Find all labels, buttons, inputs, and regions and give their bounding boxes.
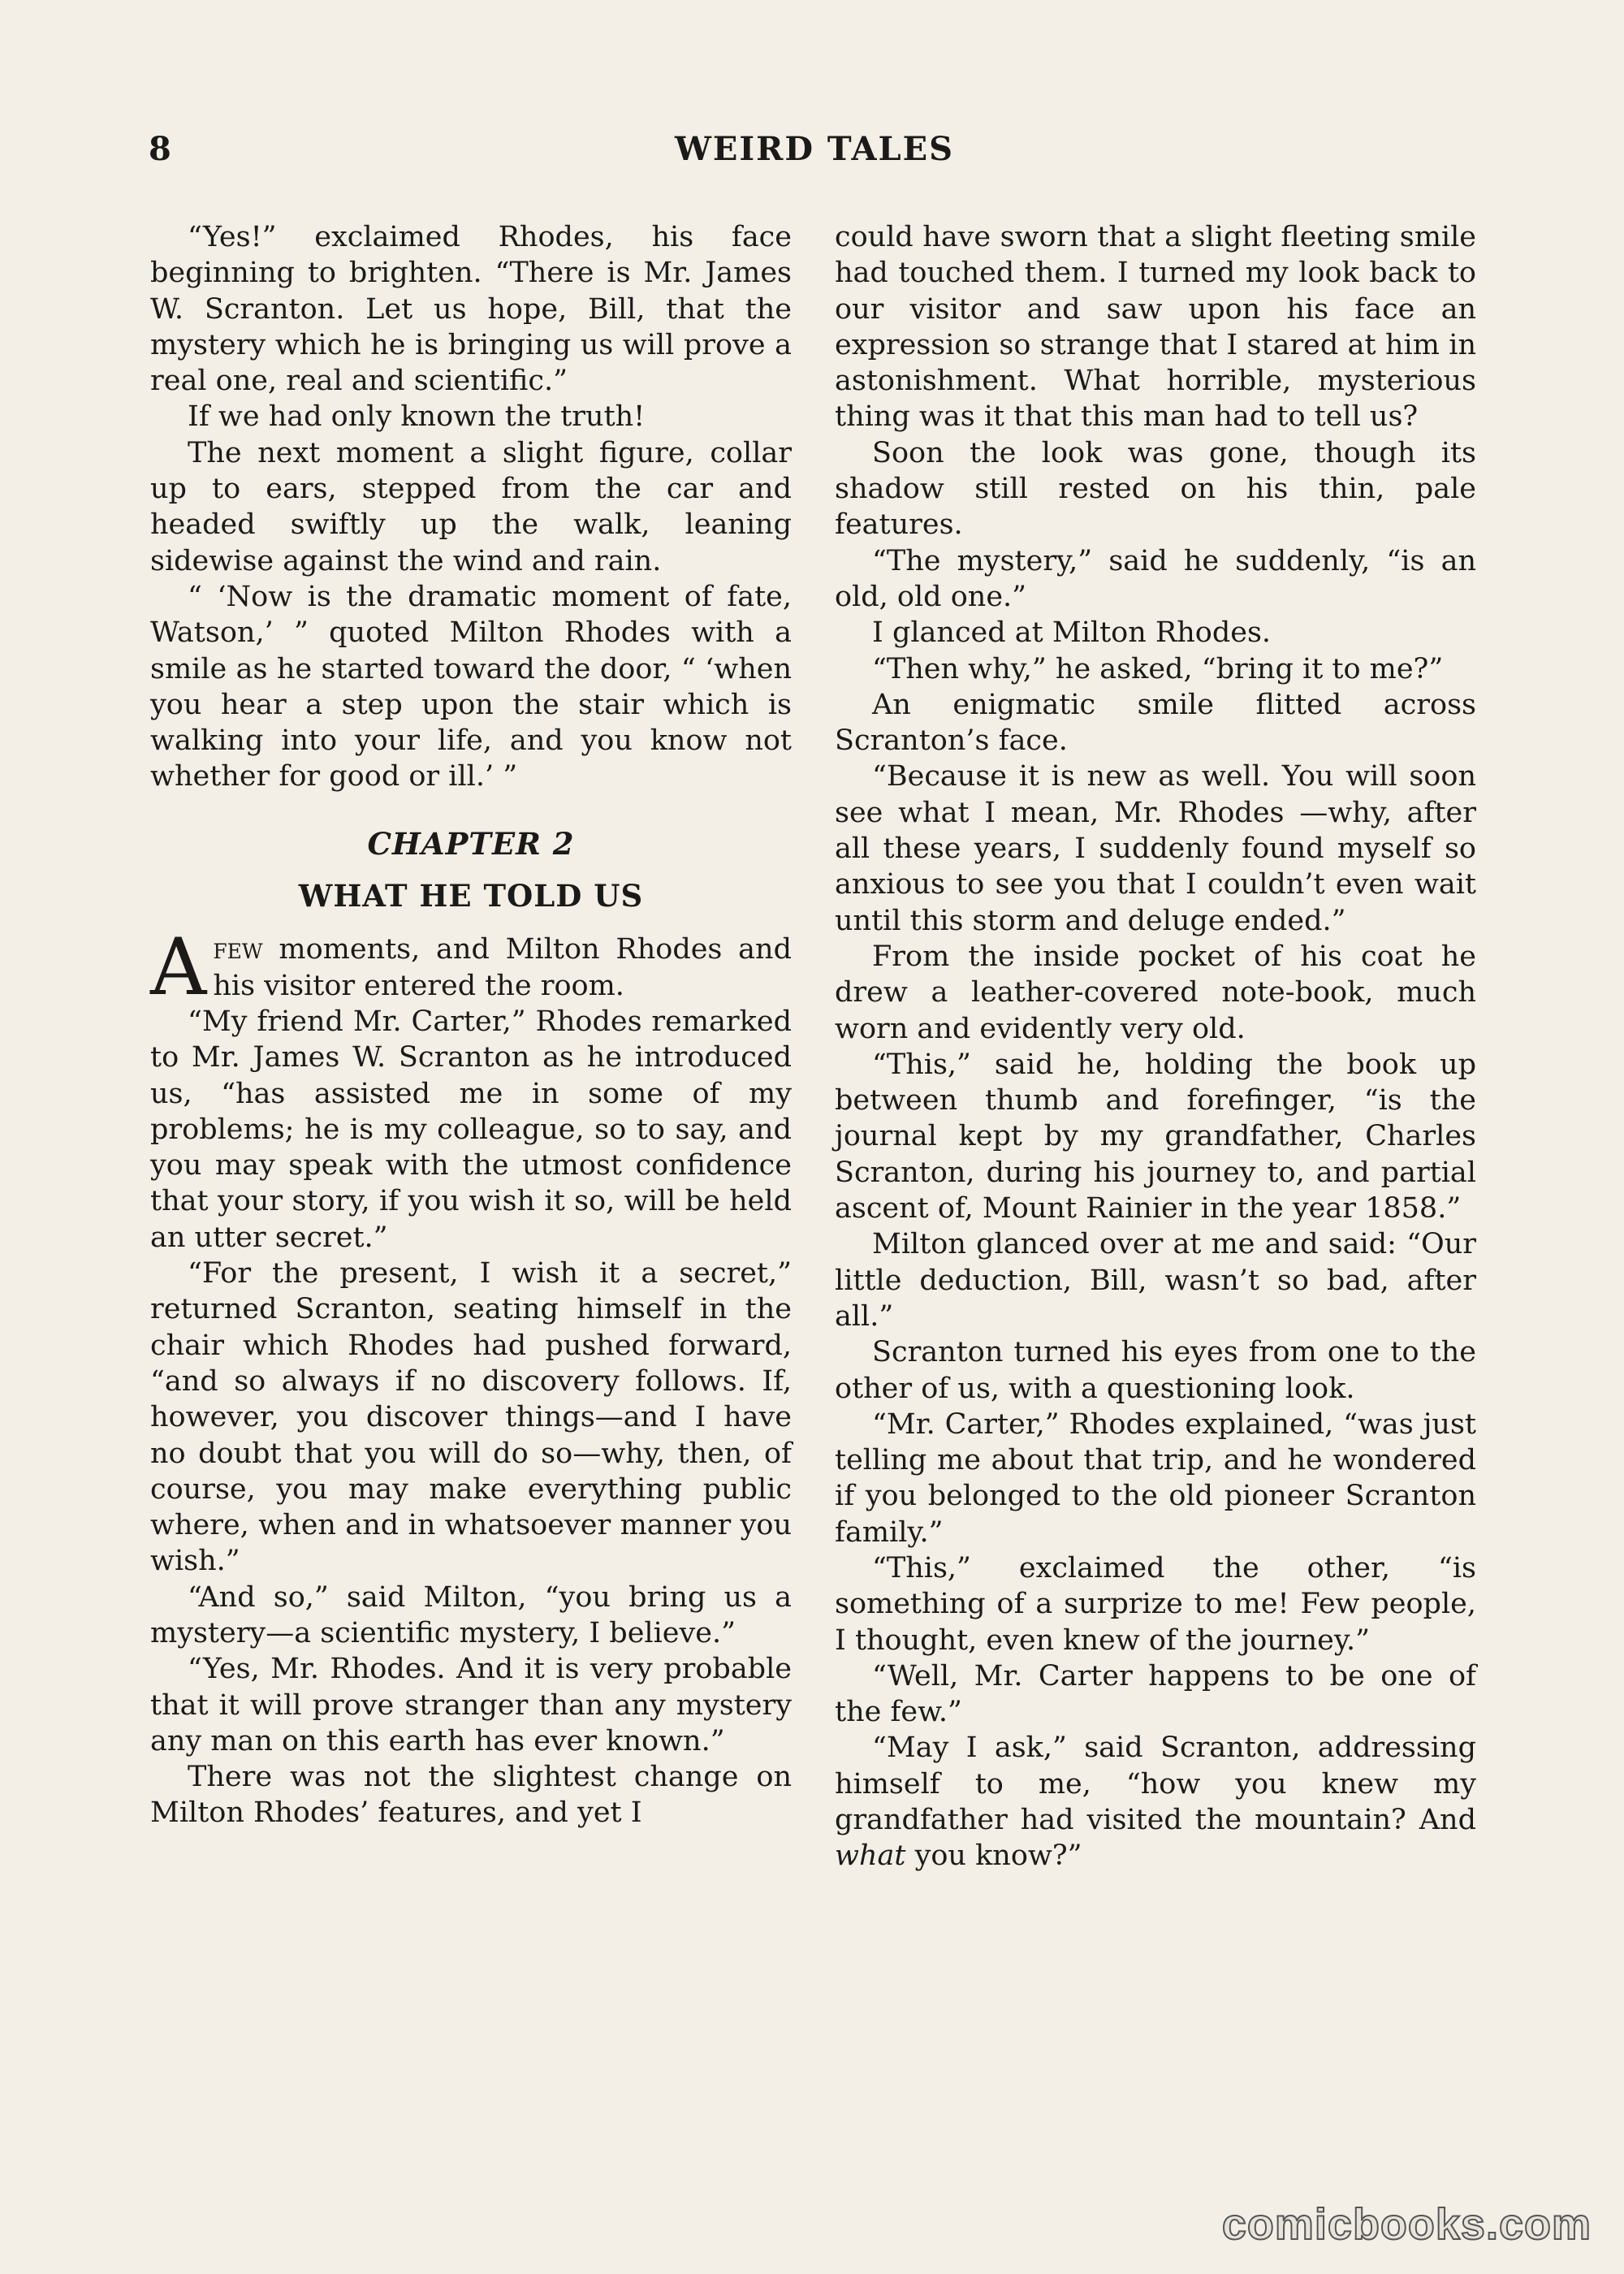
emphasis: what — [835, 1840, 906, 1873]
drop-cap: A — [150, 922, 207, 1014]
chapter-heading: CHAPTER 2 — [367, 825, 575, 862]
paragraph: Scranton turned his eyes from one to the other of us, with a questioning look. — [835, 1336, 1476, 1405]
paragraph: I glanced at Milton Rhodes. — [872, 616, 1272, 650]
paragraph-text: “May I ask,” said Scranton, addressing himself to me, “how you knew my grandfather had visited the mountain? And — [835, 1731, 1476, 1837]
paragraph: “My friend Mr. Carter,” Rhodes remarked to Mr. James W. Scranton as he introduced us, “has assisted me in some of my problems; he is my colleague, so to say, and you may speak with the utmost confidence that your story, if you wish it so, will be held an utter secret.” — [150, 1005, 792, 1254]
paragraph: If we had only known the truth! — [188, 400, 646, 434]
chapter-subtitle: WHAT HE TOLD US — [298, 878, 644, 914]
paragraph: “This,” exclaimed the other, “is something of a surprize to me! Few people, I thought, even knew of the journey.” — [835, 1551, 1476, 1657]
opening-paragraph-text: moments, and Milton Rhodes and his visitor entered the room. — [213, 933, 792, 1002]
paragraph: There was not the slightest change on Milton Rhodes’ features, and yet I — [150, 1761, 792, 1830]
paragraph: “This,” said he, holding the book up between thumb and forefinger, “is the journal kept by my grandfather, Charles Scranton, during his journey to, and partial ascent of, Mount Rainier in the year 1858.” — [835, 1048, 1476, 1226]
paragraph: “Well, Mr. Carter happens to be one of the few.” — [835, 1659, 1476, 1729]
paragraph: “Yes!” exclaimed Rhodes, his face beginning to brighten. “There is Mr. James W. Scranton. Let us hope, Bill, that the mystery which he is bringing us will prove a real one, real and scientific.” — [150, 221, 792, 398]
paragraph: “Then why,” he asked, “bring it to me?” — [872, 652, 1444, 685]
opening-paragraph — [150, 922, 792, 1014]
paragraph: “Yes, Mr. Rhodes. And it is very probable that it will prove stranger than any mystery any man on this earth has ever known.” — [150, 1653, 792, 1757]
running-head: WEIRD TALES — [674, 130, 955, 168]
paragraph: From the inside pocket of his coat he drew a leather-covered note-book, much worn and evidently very old. — [835, 940, 1476, 1045]
paragraph: “Because it is new as well. You will soon see what I mean, Mr. Rhodes —why, after all these years, I suddenly found myself so anxious to see you that I couldn’t even wait until this storm and deluge ended.” — [835, 760, 1476, 937]
watermark: comicbooks.com — [1221, 2200, 1592, 2249]
paragraph: The next moment a slight figure, collar up to ears, stepped from the car and headed swiftly up the walk, leaning sidewise against the wind and rain. — [150, 436, 792, 577]
paragraph — [835, 1730, 1476, 1874]
right-column — [835, 219, 1476, 1874]
paragraph-text: you know?” — [905, 1840, 1082, 1873]
paragraph: Milton glanced over at me and said: “Our little deduction, Bill, wasn’t so bad, after all.” — [835, 1228, 1476, 1333]
paragraph: “The mystery,” said he suddenly, “is an old, old one.” — [835, 544, 1476, 613]
small-caps-lead: few — [213, 933, 263, 966]
paragraph: “Mr. Carter,” Rhodes explained, “was just telling me about that trip, and he wondered if you belonged to the old pioneer Scranton family.” — [835, 1407, 1476, 1549]
left-column — [150, 219, 792, 1831]
paragraph: “For the present, I wish it a secret,” returned Scranton, seating himself in the chair which Rhodes had pushed forward, “and so always if no discovery follows. If, however, you discover things—and I have no doubt that you will do so—why, then, of course, you may make everything public where, when and in whatsoever manner you wish.” — [150, 1257, 792, 1578]
paragraph: An enigmatic smile flitted across Scranton’s face. — [835, 688, 1476, 758]
paragraph: Soon the look was gone, though its shadow still rested on his thin, pale features. — [835, 436, 1476, 542]
paragraph: could have sworn that a slight fleeting smile had touched them. I turned my look back to our visitor and saw upon his face an expression so strange that I stared at him in astonishment. What horrible, mysterious thing was it that this man had to tell us? — [835, 221, 1476, 434]
page-number: 8 — [149, 130, 171, 168]
paragraph: “ ‘Now is the dramatic moment of fate, Watson,’ ” quoted Milton Rhodes with a smile as he started toward the door, “ ‘when you hear a step upon the stair which is walking into your life, and you know not whether for good or ill.’ ” — [150, 580, 792, 793]
page-header — [149, 130, 1480, 179]
paragraph: “And so,” said Milton, “you bring us a mystery—a scientific mystery, I believe.” — [150, 1580, 792, 1649]
